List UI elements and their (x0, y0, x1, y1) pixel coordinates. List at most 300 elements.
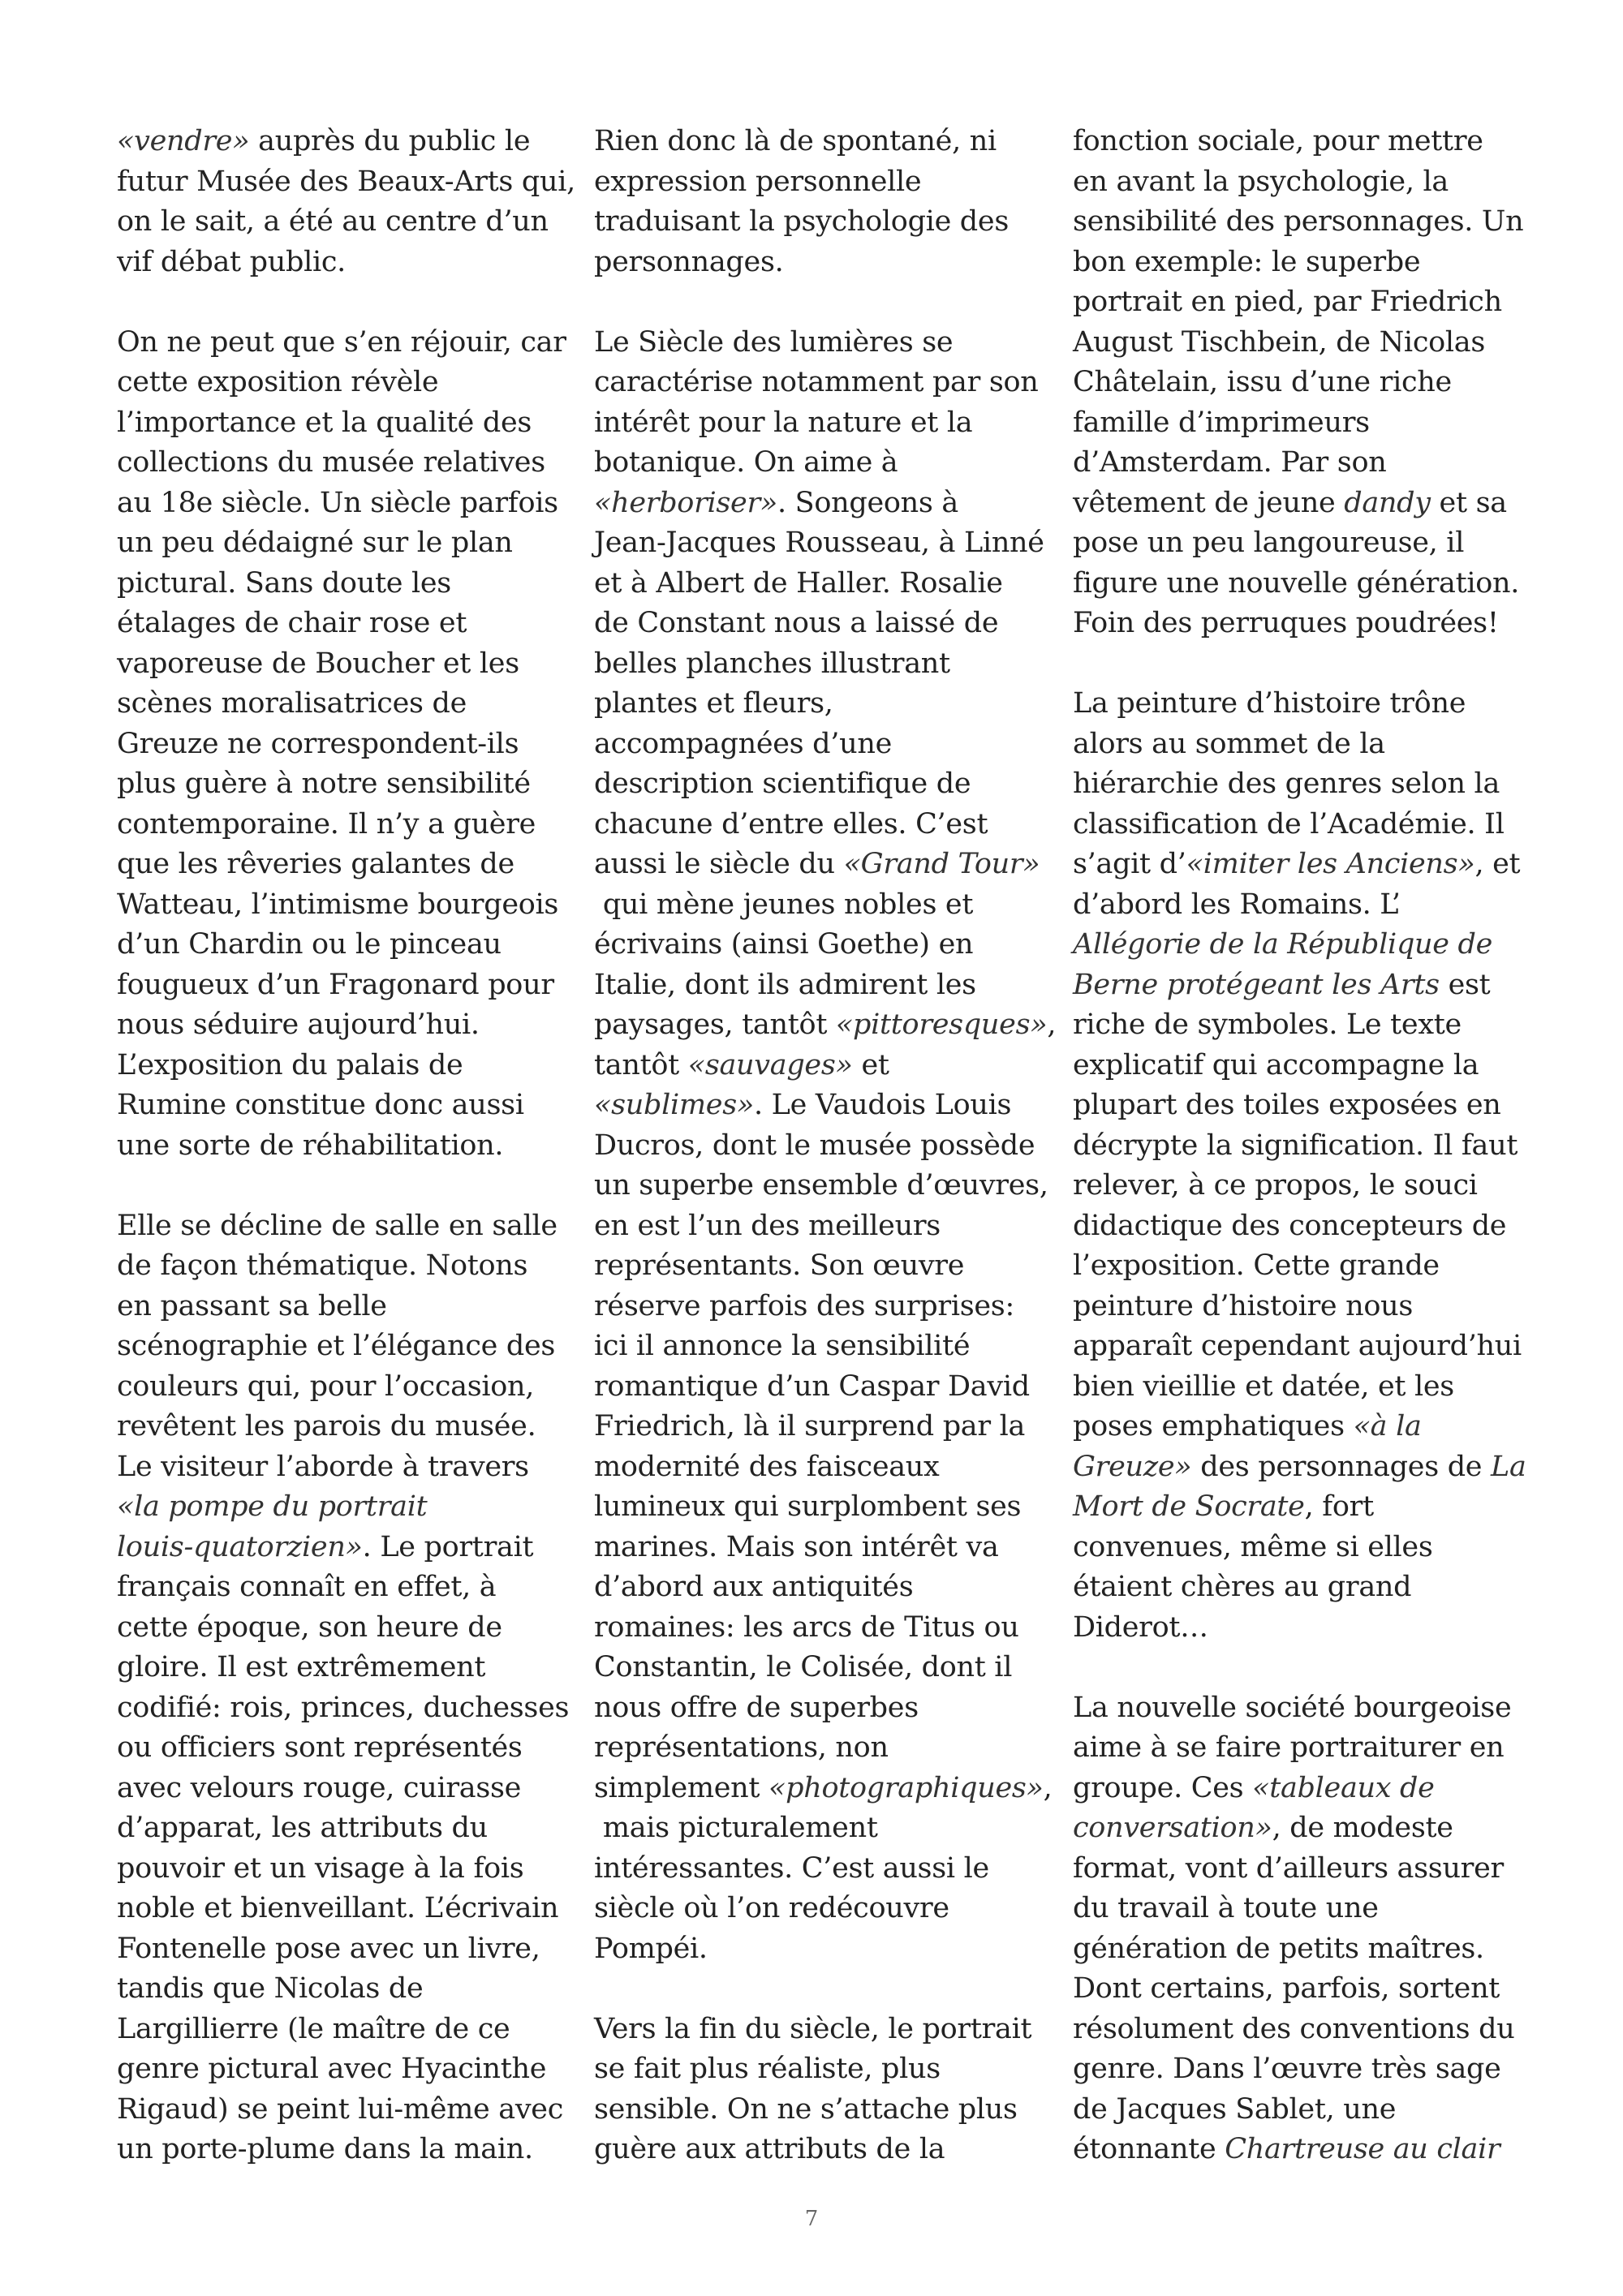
text-run: romaines: les arcs de Titus ou (594, 1610, 1019, 1644)
text-run: d’apparat, les attributs du (117, 1812, 488, 1844)
text-line (117, 2090, 571, 2130)
text-run: sensible. On ne s’attache plus (594, 2092, 1018, 2126)
text-run: en passant sa belle (117, 1289, 387, 1322)
paragraph (117, 1206, 571, 2170)
text-run: étaient chères au grand (1073, 1571, 1412, 1603)
text-run: vêtement de jeune (1073, 486, 1345, 519)
text-run: simplement (594, 1771, 768, 1804)
italic-text: «imiter les Anciens» (1186, 848, 1475, 880)
text-run: que les rêveries galantes de (117, 848, 514, 880)
text-line (594, 1528, 1048, 1568)
paragraph (594, 122, 1048, 282)
text-line (594, 1287, 1048, 1327)
text-run: belles planches illustrant (594, 647, 950, 680)
text-run: l’importance et la qualité des (117, 406, 532, 439)
text-line (1073, 1046, 1527, 1086)
text-run: Pompéi. (594, 1932, 708, 1965)
text-line (1073, 1567, 1527, 1608)
text-line (594, 1849, 1048, 1890)
text-run: contemporaine. Il n’y a guère (117, 807, 536, 841)
text-line (117, 323, 571, 363)
text-line (594, 845, 1048, 885)
text-run: Fontenelle pose avec un livre, (117, 1932, 540, 1965)
text-run: Friedrich, là il surprend par la (594, 1410, 1026, 1443)
text-line (594, 162, 1048, 203)
text-run: résolument des conventions du (1073, 2012, 1515, 2045)
text-line (1073, 2090, 1527, 2130)
text-run: futur Musée des Beaux-Arts qui, (117, 165, 575, 198)
text-line (1073, 1608, 1527, 1649)
text-line (1073, 1367, 1527, 1408)
text-run: Rien donc là de spontané, ni (594, 125, 997, 157)
italic-text: «Grand Tour» (843, 848, 1040, 880)
text-line (1073, 363, 1527, 403)
text-line (117, 1688, 571, 1729)
paragraph (117, 122, 575, 282)
text-run: , de modeste (1272, 1812, 1453, 1844)
text-run: réserve parfois des surprises: (594, 1289, 1014, 1322)
text-line (1073, 885, 1527, 926)
text-line (117, 1969, 571, 2010)
text-run: au 18e siècle. Un siècle parfois (117, 486, 558, 519)
text-line (117, 1086, 571, 1126)
text-run: didactique des concepteurs de (1073, 1209, 1507, 1242)
text-line (594, 1929, 1048, 1970)
text-line (117, 564, 571, 604)
text-line (117, 1487, 571, 1528)
text-run: aime à se faire portraiturer en (1073, 1731, 1505, 1764)
paragraph (594, 323, 1057, 1970)
text-run: figure une nouvelle génération. (1073, 566, 1520, 600)
text-line (1073, 1889, 1527, 1929)
text-run: Dont certains, parfois, sortent (1073, 1972, 1500, 2005)
text-line (1073, 724, 1527, 765)
text-run: paysages, tantôt (594, 1008, 836, 1041)
text-line (1073, 323, 1527, 363)
text-line (1073, 2049, 1527, 2090)
text-run: Le Siècle des lumières se (594, 325, 954, 359)
text-run: La nouvelle société bourgeoise (1073, 1691, 1512, 1724)
text-run: poses emphatiques (1073, 1410, 1354, 1443)
text-line (117, 1046, 571, 1086)
paragraph (1073, 1688, 1527, 2170)
text-run: des personnages de (1191, 1450, 1492, 1483)
text-line (1073, 1528, 1527, 1568)
text-run: tantôt (594, 1048, 688, 1081)
text-run: genre pictural avec Hyacinthe (117, 2053, 547, 2085)
text-line (1073, 1126, 1527, 1167)
text-line (1073, 282, 1527, 323)
text-run: ou officiers sont représentés (117, 1731, 523, 1764)
text-run: Vers la fin du siècle, le portrait (594, 2012, 1032, 2045)
text-line (1073, 403, 1527, 444)
text-line (594, 1728, 1048, 1769)
text-line (594, 523, 1048, 564)
text-line (594, 443, 1048, 484)
italic-text: dandy (1344, 486, 1431, 519)
text-line (117, 604, 571, 644)
text-run: guère aux attributs de la (594, 2133, 945, 2165)
text-run: noble et bienveillant. L’écrivain (117, 1892, 559, 1924)
text-run: pouvoir et un visage à la fois (117, 1851, 524, 1885)
text-run: plus guère à notre sensibilité (117, 767, 531, 800)
text-line (117, 684, 571, 724)
text-run: Ducros, dont le musée possède (594, 1129, 1035, 1162)
text-run: accompagnées d’une (594, 727, 892, 760)
text-line (1073, 925, 1527, 965)
text-run: auprès du public le (249, 125, 531, 157)
text-run: riche de symboles. Le texte (1073, 1008, 1462, 1041)
text-run: couleurs qui, pour l’occasion, (117, 1369, 535, 1403)
text-line (594, 1889, 1048, 1929)
text-run: étalages de chair rose et (117, 607, 467, 639)
text-line (1073, 1005, 1527, 1046)
text-run: , (1043, 1771, 1053, 1804)
text-run: d’Amsterdam. Par son (1073, 446, 1387, 479)
text-run: sensibilité des personnages. Un (1073, 205, 1524, 238)
text-run: nous offre de superbes (594, 1691, 919, 1724)
text-line (117, 805, 571, 845)
text-run: famille d’imprimeurs (1073, 406, 1370, 439)
text-line (594, 122, 1048, 162)
text-line (594, 1648, 1048, 1688)
text-line (1073, 764, 1527, 805)
italic-text: «sublimes» (594, 1089, 754, 1121)
text-line (1073, 1246, 1527, 1287)
text-line (1073, 564, 1527, 604)
text-run: génération de petits maîtres. (1073, 1932, 1484, 1965)
text-run: , (1047, 1008, 1057, 1041)
text-line (117, 1326, 571, 1367)
text-line (1073, 1969, 1527, 2010)
italic-text: «la pompe du portrait (117, 1490, 428, 1523)
text-line (1073, 1728, 1527, 1769)
text-line (1073, 1929, 1527, 1970)
text-run: bien vieillie et datée, et les (1073, 1369, 1454, 1403)
text-line (594, 363, 1048, 403)
text-line (594, 644, 1048, 685)
text-run: classification de l’Académie. Il (1073, 807, 1505, 841)
text-line (1073, 1487, 1527, 1528)
italic-text: «à la (1353, 1410, 1422, 1443)
text-run: alors au sommet de la (1073, 727, 1385, 760)
text-line (1073, 1287, 1527, 1327)
text-run: de Jacques Sablet, une (1073, 2092, 1397, 2126)
text-line (594, 764, 1048, 805)
text-run: pictural. Sans doute les (117, 566, 451, 600)
text-line (1073, 604, 1527, 644)
text-run: hiérarchie des genres selon la (1073, 767, 1500, 800)
text-line (117, 1126, 571, 1167)
paragraph (1073, 122, 1527, 644)
text-line (117, 1728, 571, 1769)
text-line (1073, 243, 1527, 283)
text-line (1073, 1206, 1527, 1247)
text-line (1073, 1086, 1527, 1126)
text-line (117, 1608, 571, 1649)
text-run: bon exemple: le superbe (1073, 245, 1421, 278)
text-line (117, 1246, 571, 1287)
text-run: intérêt pour la nature et la (594, 406, 973, 439)
text-line (117, 1407, 571, 1447)
text-line (117, 1849, 571, 1890)
text-run: Rigaud) se peint lui-même avec (117, 2092, 564, 2126)
text-run: d’abord aux antiquités (594, 1571, 914, 1603)
text-line (594, 1126, 1048, 1167)
text-run: Foin des perruques poudrées! (1073, 607, 1499, 639)
text-line (117, 1206, 571, 1247)
text-run: modernité des faisceaux (594, 1450, 940, 1483)
text-run: un peu dédaigné sur le plan (117, 527, 513, 559)
text-run: scènes moralisatrices de (117, 687, 467, 720)
text-run: et sa (1430, 486, 1507, 519)
text-run: caractérise notamment par son (594, 366, 1039, 398)
text-run: qui mène jeunes nobles et (594, 888, 974, 921)
text-run: L’exposition du palais de (117, 1048, 463, 1081)
text-run: cette exposition révèle (117, 366, 439, 398)
text-run: marines. Mais son intérêt va (594, 1530, 999, 1563)
text-line (594, 1005, 1057, 1046)
text-run: tandis que Nicolas de (117, 1972, 424, 2005)
text-run: représentations, non (594, 1731, 889, 1764)
text-line (1073, 443, 1527, 484)
text-run: , fort (1304, 1490, 1374, 1523)
text-run: Largillierre (le maître de ce (117, 2012, 510, 2045)
text-run: peinture d’histoire nous (1073, 1289, 1414, 1322)
text-line (117, 925, 571, 965)
text-line (117, 644, 571, 685)
italic-text: «herboriser» (594, 486, 778, 519)
text-line (117, 2049, 571, 2090)
text-line (117, 403, 571, 444)
text-line (594, 1206, 1048, 1247)
text-line (594, 2090, 1048, 2130)
text-line (594, 1326, 1048, 1367)
text-line (594, 1086, 1048, 1126)
text-line (594, 564, 1048, 604)
text-line (117, 162, 575, 203)
text-line (594, 885, 1048, 926)
italic-text: «tableaux de (1252, 1771, 1435, 1804)
text-run: du travail à toute une (1073, 1892, 1379, 1924)
text-run: étonnante (1073, 2133, 1225, 2165)
text-run: aussi le siècle du (594, 848, 844, 880)
text-run: botanique. On aime à (594, 446, 898, 479)
text-line (594, 965, 1048, 1006)
text-line (117, 885, 571, 926)
text-run: collections du musée relatives (117, 446, 545, 479)
italic-text: «pittoresques» (835, 1008, 1048, 1041)
text-line (594, 243, 1048, 283)
page-number: 7 (804, 2207, 819, 2231)
text-line (594, 1487, 1048, 1528)
text-run: français connaît en effet, à (117, 1571, 497, 1603)
text-line (117, 1929, 571, 1970)
text-line (117, 202, 571, 243)
text-run: en avant la psychologie, la (1073, 165, 1449, 198)
text-line (594, 484, 1048, 524)
text-line (117, 1447, 571, 1488)
text-run: personnages. (594, 245, 784, 278)
text-run: fougueux d’un Fragonard pour (117, 968, 554, 1001)
text-line (117, 1005, 571, 1046)
text-line (594, 684, 1048, 724)
text-line (117, 1287, 571, 1327)
text-run: vif débat public. (117, 245, 346, 278)
text-run: Italie, dont ils admirent les (594, 968, 976, 1001)
text-run: en est l’un des meilleurs (594, 1209, 941, 1242)
text-run: romantique d’un Caspar David (594, 1369, 1030, 1403)
italic-text: «photographiques» (768, 1771, 1044, 1804)
text-run: Greuze ne correspondent-ils (117, 727, 519, 760)
text-run: Constantin, le Colisée, dont il (594, 1651, 1013, 1683)
text-column-1 (117, 122, 575, 2170)
text-line (117, 1567, 571, 1608)
text-line (594, 1046, 1048, 1086)
text-line (1073, 1326, 1527, 1367)
text-line (594, 403, 1048, 444)
text-line (117, 1808, 571, 1849)
text-run: un superbe ensemble d’œuvres, (594, 1169, 1048, 1202)
paragraph (1073, 684, 1527, 1648)
text-line (594, 1367, 1048, 1408)
text-line (117, 1769, 571, 1809)
text-line (1073, 1407, 1527, 1447)
text-line (1073, 122, 1527, 162)
text-run: description scientifique de (594, 767, 971, 800)
text-line (117, 965, 571, 1006)
text-line (594, 1608, 1048, 1649)
text-run: pose un peu langoureuse, il (1073, 527, 1465, 559)
text-line (594, 1688, 1048, 1729)
text-line (594, 604, 1048, 644)
text-line (117, 1648, 571, 1688)
text-run: chacune d’entre elles. C’est (594, 807, 988, 841)
text-line (1073, 1808, 1527, 1849)
text-line (1073, 684, 1527, 724)
text-run: genre. Dans l’œuvre très sage (1073, 2053, 1501, 2085)
text-run: plupart des toiles exposées en (1073, 1089, 1501, 1121)
text-line (1073, 2010, 1527, 2050)
text-line (117, 1367, 571, 1408)
italic-text: La (1491, 1450, 1526, 1483)
text-line (594, 1246, 1048, 1287)
text-run: . Songeons à (777, 486, 958, 519)
text-run: August Tischbein, de Nicolas (1073, 325, 1486, 359)
text-run: siècle où l’on redécouvre (594, 1892, 949, 1924)
text-line (594, 2049, 1048, 2090)
text-run: décrypte la signification. Il faut (1073, 1129, 1518, 1162)
text-line (117, 443, 571, 484)
text-run: gloire. Il est extrêmement (117, 1651, 486, 1683)
text-run: traduisant la psychologie des (594, 205, 1009, 238)
text-run: . Le Vaudois Louis (754, 1089, 1012, 1121)
text-column-3 (1073, 122, 1527, 2170)
text-line (117, 1889, 571, 1929)
text-run: se fait plus réaliste, plus (594, 2053, 941, 2085)
text-run: La peinture d’histoire trône (1073, 687, 1466, 720)
text-run: explicatif qui accompagne la (1073, 1048, 1479, 1081)
text-line (117, 122, 571, 162)
italic-text: «sauvages» (687, 1048, 853, 1081)
text-run: l’exposition. Cette grande (1073, 1249, 1440, 1282)
text-run: , et (1474, 848, 1521, 880)
text-run: mais picturalement (594, 1812, 878, 1844)
text-line (117, 724, 571, 765)
text-run: Elle se décline de salle en salle (117, 1209, 558, 1242)
text-line (594, 323, 1048, 363)
italic-text: conversation» (1073, 1812, 1272, 1844)
text-run: s’agit d’ (1073, 848, 1186, 880)
text-line (117, 2010, 571, 2050)
text-line (594, 2010, 1048, 2050)
text-run: de façon thématique. Notons (117, 1249, 528, 1282)
text-run: format, vont d’ailleurs assurer (1073, 1851, 1504, 1885)
text-column-2 (594, 122, 1057, 2170)
text-run: convenues, même si elles (1073, 1530, 1433, 1563)
italic-text: Chartreuse au clair (1225, 2133, 1500, 2165)
text-run: Le visiteur l’aborde à travers (117, 1450, 529, 1483)
text-line (1073, 1769, 1527, 1809)
text-line (117, 764, 571, 805)
text-run: nous séduire aujourd’hui. (117, 1008, 480, 1041)
text-line (1073, 1166, 1527, 1206)
text-run: Rumine constitue donc aussi (117, 1089, 524, 1121)
text-run: Watteau, l’intimisme bourgeois (117, 888, 559, 921)
text-line (117, 523, 571, 564)
text-line (117, 2130, 571, 2170)
text-line (1073, 805, 1527, 845)
text-line (1073, 965, 1527, 1006)
text-run: d’abord les Romains. L’ (1073, 888, 1401, 921)
text-line (117, 1528, 571, 1568)
text-run: expression personnelle (594, 165, 922, 198)
text-line (1073, 1447, 1527, 1488)
text-run: codifié: rois, princes, duchesses (117, 1691, 570, 1724)
text-line (594, 1166, 1048, 1206)
text-run: scénographie et l’élégance des (117, 1330, 556, 1362)
text-line (1073, 162, 1527, 203)
text-run: fonction sociale, pour mettre (1073, 125, 1483, 157)
text-line (117, 484, 571, 524)
text-run: ici il annonce la sensibilité (594, 1330, 971, 1362)
text-run: On ne peut que s’en réjouir, car (117, 325, 566, 359)
text-line (1073, 2130, 1527, 2170)
text-line (594, 1567, 1048, 1608)
text-line (1073, 1688, 1527, 1729)
text-line (594, 2130, 1048, 2170)
italic-text: «vendre» (117, 125, 250, 157)
text-line (1073, 845, 1527, 885)
italic-text: Berne protégeant les Arts (1073, 968, 1440, 1001)
text-run: un porte-plume dans la main. (117, 2133, 533, 2165)
text-line (594, 202, 1048, 243)
italic-text: louis-quatorzien» (117, 1530, 363, 1563)
text-line (594, 1447, 1048, 1488)
paragraph (117, 323, 571, 1167)
text-line (1073, 202, 1527, 243)
text-run: d’un Chardin ou le pinceau (117, 928, 502, 961)
text-run: Châtelain, issu d’une riche (1073, 366, 1452, 398)
text-line (117, 845, 571, 885)
text-run: on le sait, a été au centre d’un (117, 205, 549, 238)
text-run: lumineux qui surplombent ses (594, 1490, 1022, 1523)
text-line (1073, 523, 1527, 564)
text-run: Diderot… (1073, 1610, 1208, 1644)
text-run: Jean-Jacques Rousseau, à Linné (594, 527, 1044, 559)
text-line (117, 363, 571, 403)
text-run: écrivains (ainsi Goethe) en (594, 928, 974, 961)
